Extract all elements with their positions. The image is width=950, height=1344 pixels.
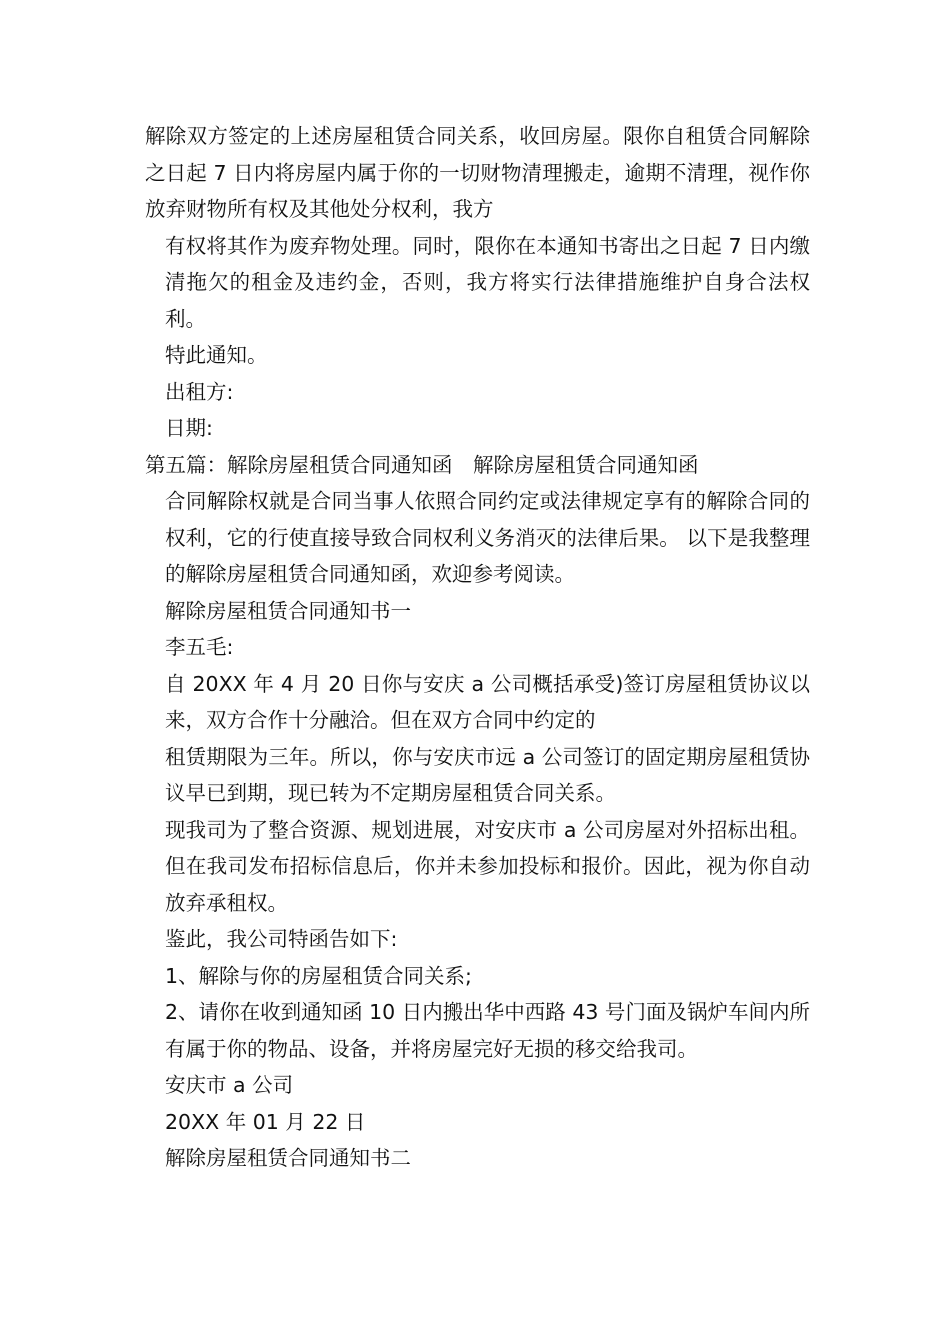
paragraph-hereby-notice: 特此通知。 <box>165 343 268 367</box>
paragraph-date: 日期: <box>165 416 213 440</box>
notice-one-paragraph-1: 自 20XX 年 4 月 20 日你与安庆 a 公司概括承受)签订房屋租赁协议以来，双方合作十分融洽。但在双方合同中约定的 <box>165 671 810 732</box>
paragraph-intro: 合同解除权就是合同当事人依照合同约定或法律规定享有的解除合同的权利，它的行使直接导致合同权利义务消灭的法律后果。 以下是我整理的解除房屋租赁合同通知函，欢迎参考阅读。 <box>165 489 810 586</box>
notice-one-signature: 安庆市 a 公司 <box>165 1073 294 1097</box>
paragraph-continuation: 解除双方签定的上述房屋租赁合同关系，收回房屋。限你自租赁合同解除之日起 7 日内将房屋内属于你的一切财物清理搬走，逾期不清理，视作你放弃财物所有权及其他处分权利，我方 <box>145 124 810 221</box>
notice-one-paragraph-3: 现我司为了整合资源、规划进展，对安庆市 a 公司房屋对外招标出租。但在我司发布招标信息后，你并未参加投标和报价。因此，视为你自动放弃承租权。 <box>165 817 810 915</box>
notice-one-title: 解除房屋租赁合同通知书一 <box>165 598 411 623</box>
notice-one-item-1: 1、解除与你的房屋租赁合同关系; <box>165 963 472 988</box>
notice-one-recipient: 李五毛: <box>165 635 234 659</box>
notice-one-paragraph-2: 租赁期限为三年。所以，你与安庆市远 a 公司签订的固定期房屋租赁协议早已到期，现已转为不定期房屋租赁合同关系。 <box>165 744 810 805</box>
notice-one-paragraph-4: 鉴此，我公司特函告如下: <box>165 927 398 951</box>
notice-one-item-2: 2、请你在收到通知函 10 日内搬出华中西路 43 号门面及锅炉车间内所有属于你的物品、设备，并将房屋完好无损的移交给我司。 <box>165 1000 810 1061</box>
paragraph-lessor: 出租方: <box>165 379 234 404</box>
paragraph-disposal-notice: 有权将其作为废弃物处理。同时，限你在本通知书寄出之日起 7 日内缴清拖欠的租金及违约金，否则，我方将实行法律措施维护自身合法权利。 <box>165 233 810 331</box>
notice-one-date: 20XX 年 01 月 22 日 <box>165 1109 366 1134</box>
document-body <box>145 118 810 1177</box>
section-heading: 第五篇：解除房屋租赁合同通知函 解除房屋租赁合同通知函 <box>145 452 699 477</box>
notice-two-title: 解除房屋租赁合同通知书二 <box>165 1146 411 1170</box>
